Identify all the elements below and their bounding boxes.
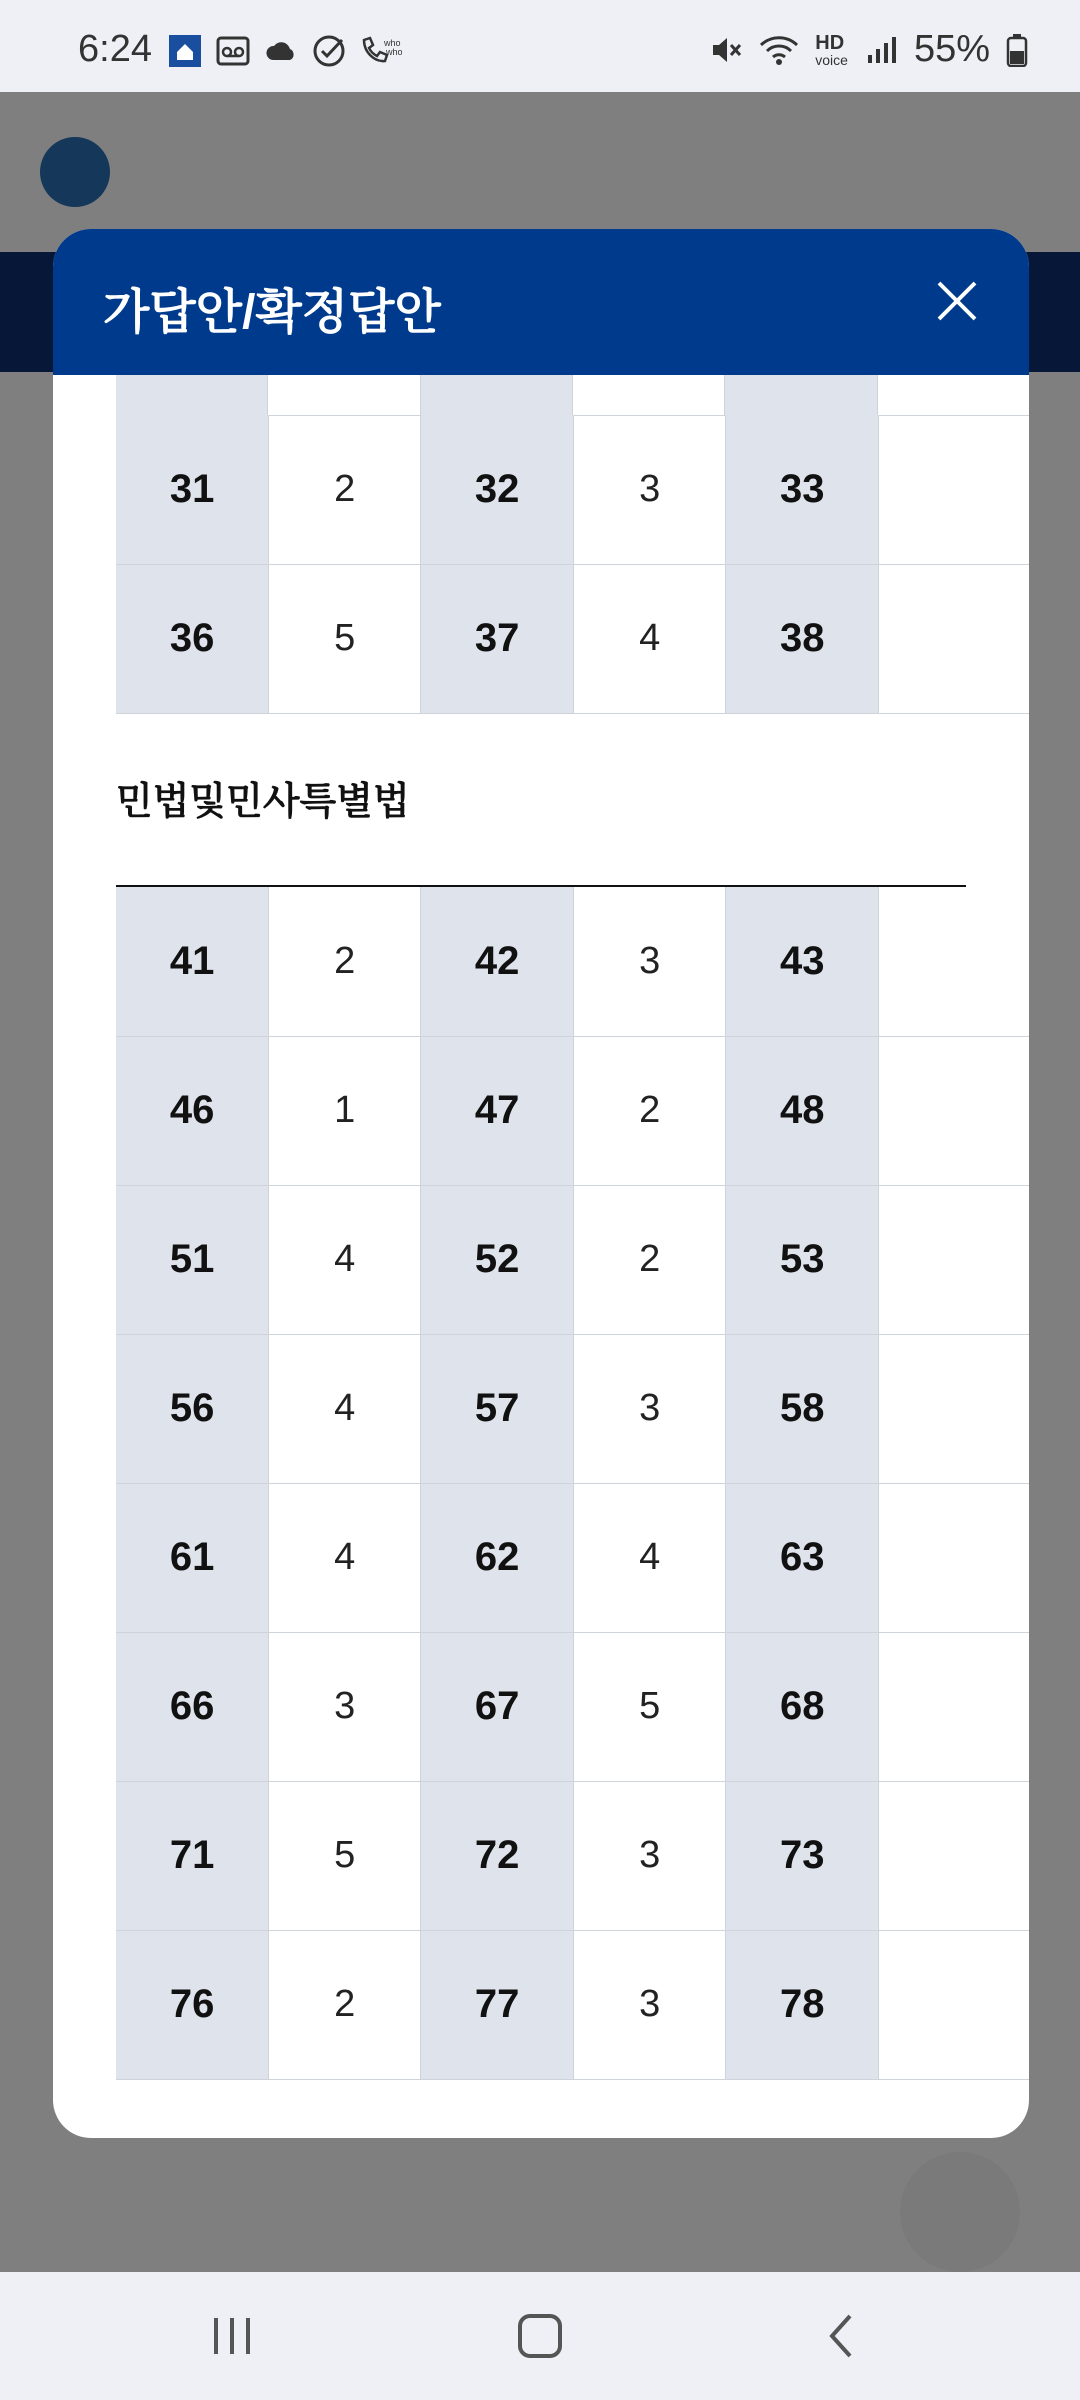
question-number: 57 [421, 1334, 574, 1483]
answer-value [879, 1781, 1029, 1930]
question-number: 78 [726, 1930, 879, 2079]
table-row [116, 1036, 1029, 1185]
notification-icons [168, 34, 402, 68]
table-row [116, 564, 1029, 713]
table-row [116, 1185, 1029, 1334]
answer-table-top [116, 415, 1029, 714]
voicemail-icon [216, 34, 250, 68]
section-title: 민법및민사특별법 [116, 781, 410, 823]
question-number: 61 [116, 1483, 269, 1632]
answer-value: 5 [269, 1781, 421, 1930]
answer-value [879, 1930, 1029, 2079]
battery-percent: 55% [913, 28, 990, 70]
question-number: 76 [116, 1930, 269, 2079]
hd-label: HD [815, 31, 845, 54]
answer-value [879, 415, 1029, 564]
modal-title: 가답안/확정답안 [103, 286, 441, 339]
recent-apps-button[interactable] [200, 2304, 264, 2368]
answer-value: 4 [269, 1334, 421, 1483]
question-cell [725, 375, 877, 415]
table-row [116, 1334, 1029, 1483]
question-number: 68 [726, 1632, 879, 1781]
answer-value: 3 [574, 887, 726, 1036]
question-number: 77 [421, 1930, 574, 2079]
question-number: 38 [726, 564, 879, 713]
answer-value [879, 1036, 1029, 1185]
hd-voice-icon [815, 33, 848, 67]
answer-value [879, 1334, 1029, 1483]
home-icon [508, 2304, 572, 2368]
question-number: 52 [421, 1185, 574, 1334]
question-number: 46 [116, 1036, 269, 1185]
question-number: 66 [116, 1632, 269, 1781]
question-number: 41 [116, 887, 269, 1036]
answer-value: 5 [574, 1632, 726, 1781]
question-number: 37 [421, 564, 574, 713]
answer-cell [268, 375, 420, 415]
table-row [116, 415, 1029, 564]
answer-modal [53, 229, 1029, 2138]
answer-value [879, 564, 1029, 713]
question-number: 73 [726, 1781, 879, 1930]
question-number: 62 [421, 1483, 574, 1632]
answer-value: 2 [574, 1185, 726, 1334]
answer-value [879, 1483, 1029, 1632]
answer-value [879, 1185, 1029, 1334]
table-row [116, 1632, 1029, 1781]
voice-label: voice [815, 51, 848, 68]
answer-value: 2 [269, 415, 421, 564]
question-number: 71 [116, 1781, 269, 1930]
answer-value: 3 [574, 415, 726, 564]
question-number: 48 [726, 1036, 879, 1185]
question-cell [116, 375, 268, 415]
modal-body[interactable] [53, 375, 1029, 2138]
answer-value: 4 [574, 1483, 726, 1632]
battery-icon [1006, 33, 1028, 67]
question-number: 42 [421, 887, 574, 1036]
cloud-icon [264, 34, 298, 68]
answer-table-partial [116, 375, 1029, 416]
svg-text:who: who [384, 38, 401, 48]
close-icon [925, 269, 989, 333]
answer-cell [572, 375, 724, 415]
home-button[interactable] [508, 2304, 572, 2368]
signal-icon [864, 33, 898, 67]
recent-apps-icon [200, 2304, 264, 2368]
back-icon [810, 2304, 874, 2368]
answer-value: 2 [574, 1036, 726, 1185]
answer-value: 4 [269, 1185, 421, 1334]
answer-value: 4 [269, 1483, 421, 1632]
question-number: 72 [421, 1781, 574, 1930]
status-bar [0, 0, 1080, 92]
question-number: 56 [116, 1334, 269, 1483]
question-number: 43 [726, 887, 879, 1036]
answer-cell [877, 375, 1029, 415]
answer-value: 3 [574, 1930, 726, 2079]
back-button[interactable] [810, 2304, 874, 2368]
answer-value: 3 [574, 1334, 726, 1483]
question-number: 32 [421, 415, 574, 564]
whowho-call-icon [360, 34, 402, 68]
navigation-bar [0, 2272, 1080, 2400]
mute-icon [709, 33, 743, 67]
question-number: 36 [116, 564, 269, 713]
wifi-icon [759, 33, 799, 67]
question-cell [420, 375, 572, 415]
question-number: 47 [421, 1036, 574, 1185]
question-number: 51 [116, 1185, 269, 1334]
answer-value: 5 [269, 564, 421, 713]
answer-value: 2 [269, 1930, 421, 2079]
answer-table-section2 [116, 887, 1029, 2080]
answer-value: 3 [574, 1781, 726, 1930]
question-number: 67 [421, 1632, 574, 1781]
question-number: 33 [726, 415, 879, 564]
table-row [116, 887, 1029, 1036]
system-icons [709, 28, 1028, 71]
question-number: 53 [726, 1185, 879, 1334]
svg-text:who: who [386, 47, 402, 57]
table-row [116, 1930, 1029, 2079]
answer-value [879, 887, 1029, 1036]
modal-header [53, 229, 1029, 375]
answer-value: 4 [574, 564, 726, 713]
question-number: 63 [726, 1483, 879, 1632]
answer-value: 2 [269, 887, 421, 1036]
check-circle-icon [312, 34, 346, 68]
status-time: 6:24 [78, 28, 152, 70]
table-row [116, 1781, 1029, 1930]
answer-value: 3 [269, 1632, 421, 1781]
question-number: 31 [116, 415, 269, 564]
answer-value [879, 1632, 1029, 1781]
table-row [116, 1483, 1029, 1632]
question-number: 58 [726, 1334, 879, 1483]
answer-value: 1 [269, 1036, 421, 1185]
close-button[interactable] [925, 269, 989, 333]
home-app-icon [168, 34, 202, 68]
